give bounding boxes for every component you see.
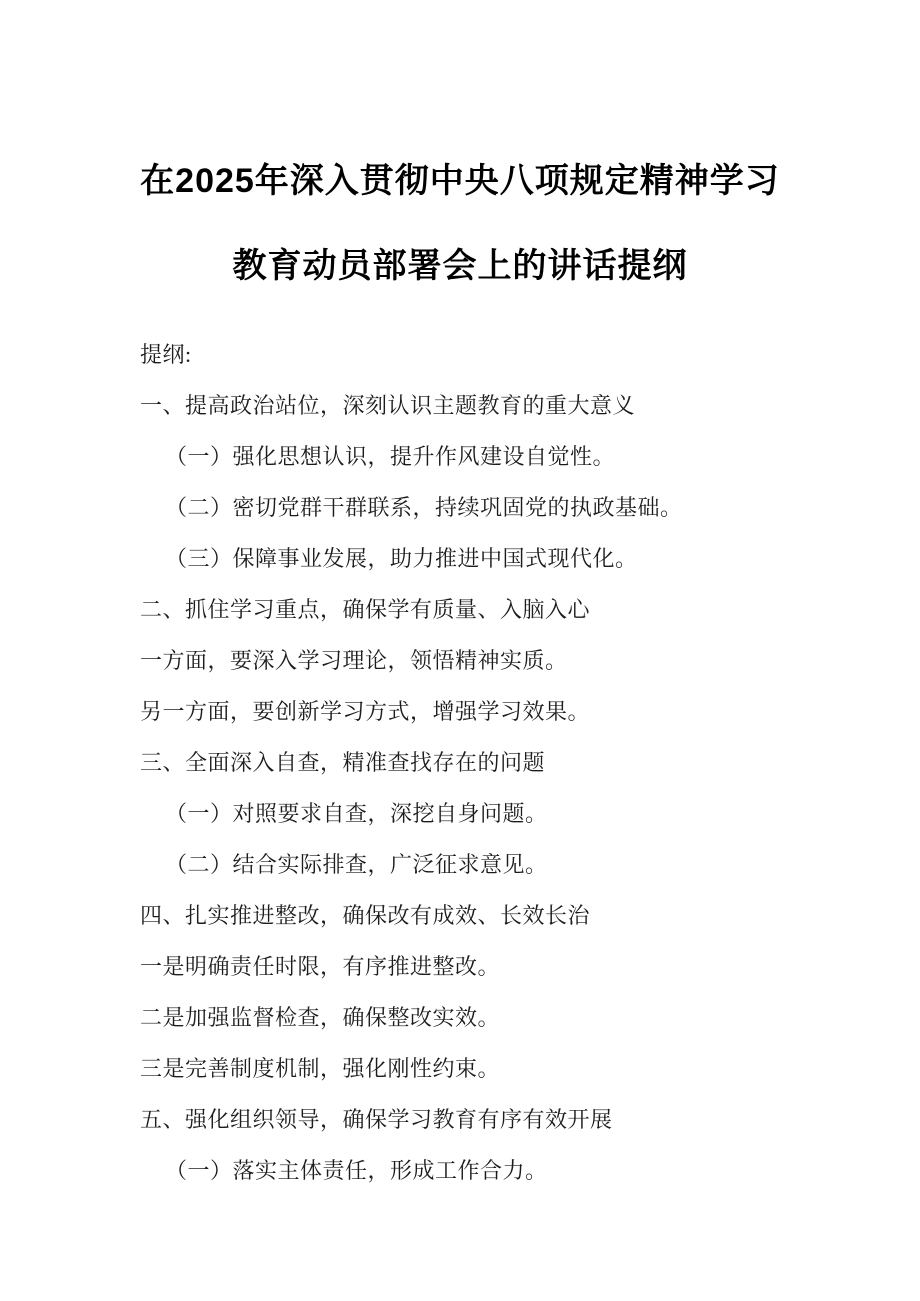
document-line: 三是完善制度机制，强化刚性约束。	[140, 1056, 501, 1081]
document-line: 二是加强监督检查，确保整改实效。	[140, 1005, 501, 1030]
document-title-line-2: 教育动员部署会上的讲话提纲	[232, 247, 688, 285]
document-line: （一）强化思想认识，提升作风建设自觉性。	[165, 444, 616, 469]
document-line: （二）结合实际排查，广泛征求意见。	[165, 852, 548, 877]
document-line: 四、扎实推进整改，确保改有成效、长效长治	[140, 903, 591, 928]
document-line: 五、强化组织领导，确保学习教育有序有效开展	[140, 1107, 613, 1132]
document-line: 二、抓住学习重点，确保学有质量、入脑入心	[140, 597, 591, 622]
document-line: （二）密切党群干群联系，持续巩固党的执政基础。	[165, 495, 683, 520]
document-body	[0, 329, 920, 1196]
document-line: 一是明确责任时限，有序推进整改。	[140, 954, 501, 979]
document-line: 一、提高政治站位，深刻认识主题教育的重大意义	[140, 393, 636, 418]
document-line: （三）保障事业发展，助力推进中国式现代化。	[165, 546, 638, 571]
outline-lines	[140, 380, 840, 1196]
outline-label: 提纲:	[140, 342, 192, 367]
document-title	[0, 139, 920, 309]
document-line: （一）对照要求自查，深挖自身问题。	[165, 801, 548, 826]
document-line: 一方面，要深入学习理论，领悟精神实质。	[140, 648, 568, 673]
document-line: （一）落实主体责任，形成工作合力。	[165, 1158, 548, 1183]
document-line: 三、全面深入自查，精准查找存在的问题	[140, 750, 546, 775]
document-line: 另一方面，要创新学习方式，增强学习效果。	[140, 699, 591, 724]
document-title-line-1: 在2025年深入贯彻中央八项规定精神学习	[140, 162, 780, 200]
